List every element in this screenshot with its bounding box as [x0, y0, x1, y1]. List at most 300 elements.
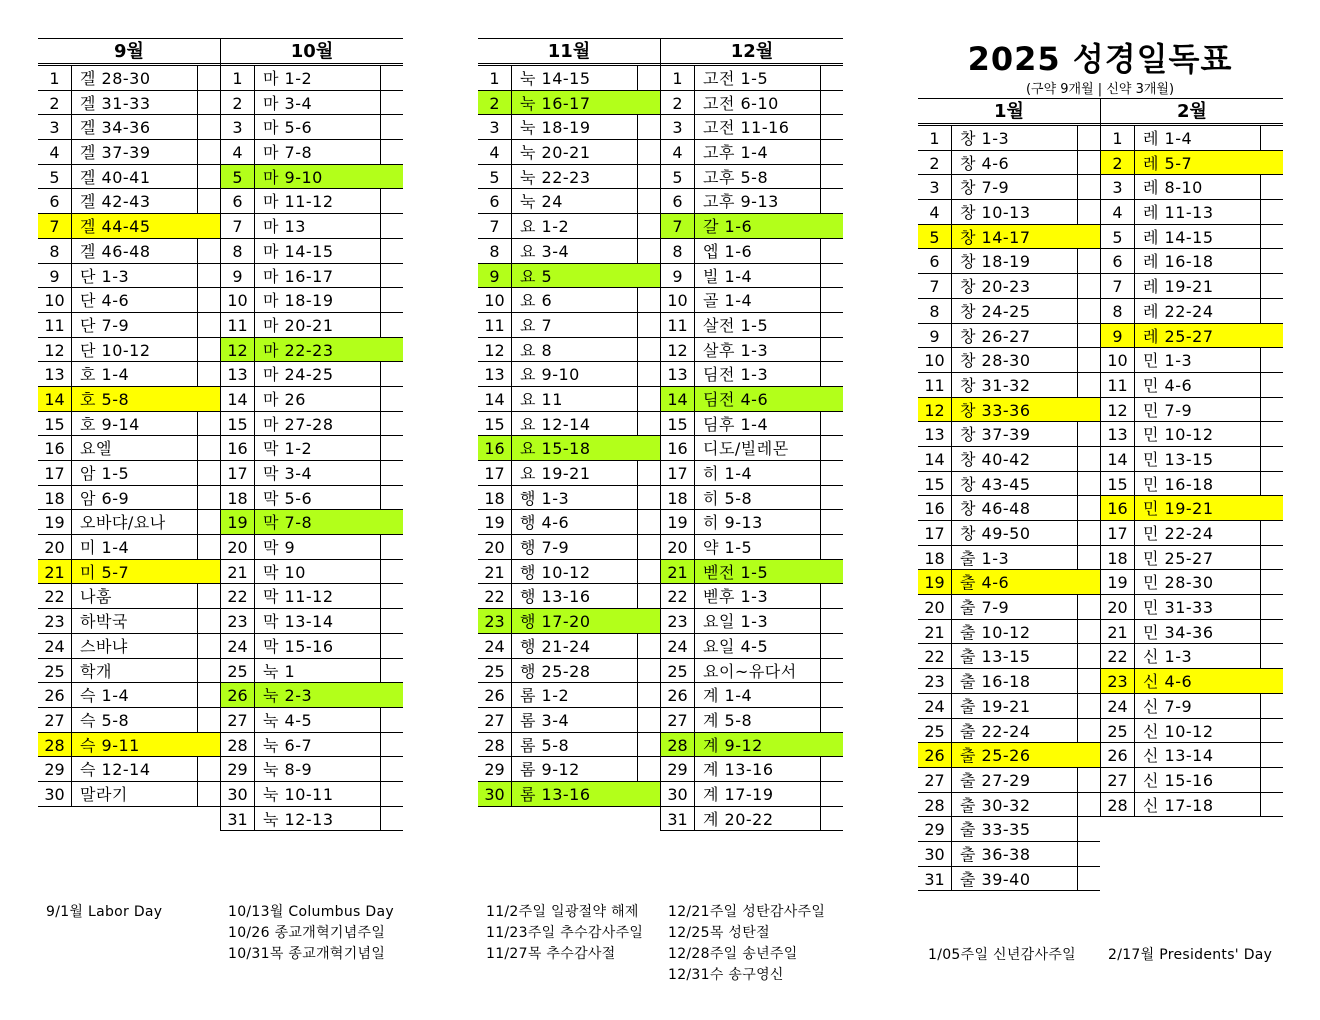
day-number: 11	[221, 313, 255, 337]
day-number: 11	[918, 373, 952, 397]
reading-text: 막 9	[263, 538, 296, 558]
check-column-divider	[197, 140, 198, 164]
reading-text: 요 1-2	[520, 217, 570, 237]
table-row	[221, 91, 403, 116]
day-number: 25	[38, 659, 72, 683]
check-column-divider	[1077, 373, 1078, 397]
day-number: 27	[478, 708, 512, 732]
reading-text: 요 8	[520, 340, 553, 360]
reading-text: 마 3-4	[263, 93, 313, 113]
table-row	[1101, 175, 1283, 200]
day-number: 10	[478, 288, 512, 312]
table-row	[1101, 373, 1283, 398]
day-number: 14	[918, 447, 952, 471]
table-row	[478, 288, 660, 313]
table-row	[918, 200, 1100, 225]
check-column-divider	[820, 683, 821, 707]
check-column-divider	[637, 461, 638, 485]
reading-text: 출 16-18	[960, 672, 1031, 692]
day-number: 9	[661, 264, 695, 288]
notes-dec	[668, 902, 825, 986]
check-column-divider	[820, 757, 821, 781]
check-column-divider	[197, 338, 198, 362]
table-row	[918, 299, 1100, 324]
page-title: 2025 성경일독표	[967, 40, 1233, 78]
day-number: 20	[918, 595, 952, 619]
reading-text: 슥 1-4	[80, 686, 130, 706]
day-number: 8	[1101, 299, 1135, 323]
day-number: 27	[38, 708, 72, 732]
day-number: 5	[38, 165, 72, 189]
table-row	[1101, 200, 1283, 225]
day-number: 1	[221, 66, 255, 90]
check-column-divider	[380, 412, 381, 436]
reading-text: 요 9-10	[520, 365, 580, 385]
reading-text: 신 1-3	[1143, 647, 1193, 667]
day-number: 22	[661, 584, 695, 608]
reading-text: 신 7-9	[1143, 696, 1193, 716]
reading-text: 요 19-21	[520, 464, 591, 483]
table-row	[661, 239, 843, 264]
reading-text: 신 15-16	[1143, 770, 1214, 790]
reading-text: 계 17-19	[703, 784, 774, 804]
table-row	[38, 609, 220, 634]
day-number: 21	[478, 560, 512, 584]
check-column-divider	[197, 486, 198, 510]
table-row	[478, 659, 660, 684]
table-row	[918, 151, 1100, 176]
table-row	[478, 486, 660, 511]
day-number: 13	[918, 422, 952, 446]
reading-text: 요 7	[520, 315, 553, 335]
reading-text: 눅 1	[263, 661, 296, 681]
reading-text: 창 1-3	[960, 129, 1010, 148]
month-header: 1월	[918, 98, 1100, 126]
check-column-divider	[820, 807, 821, 831]
day-number: 10	[221, 288, 255, 312]
reading-text: 민 13-15	[1143, 449, 1214, 469]
table-row	[221, 733, 403, 758]
table-row	[221, 535, 403, 560]
check-column-divider	[637, 239, 638, 263]
reading-text: 말라기	[80, 784, 128, 804]
table-row	[661, 535, 843, 560]
table-row	[221, 264, 403, 289]
table-row	[221, 436, 403, 461]
reading-text: 딤전 1-3	[703, 365, 769, 385]
check-column-divider	[197, 535, 198, 559]
table-row	[661, 659, 843, 684]
reading-text: 출 25-26	[960, 746, 1031, 766]
reading-text: 롬 13-16	[520, 784, 591, 804]
day-number: 23	[38, 609, 72, 633]
table-row	[221, 288, 403, 313]
reading-text: 하박국	[80, 612, 128, 632]
day-number: 29	[221, 757, 255, 781]
check-column-divider	[1077, 694, 1078, 718]
notes-oct	[228, 902, 394, 965]
table-row	[478, 387, 660, 412]
day-number: 26	[478, 683, 512, 707]
table-row	[918, 175, 1100, 200]
day-number: 18	[478, 486, 512, 510]
reading-text: 창 4-6	[960, 153, 1010, 173]
check-column-divider	[820, 412, 821, 436]
day-number: 4	[1101, 200, 1135, 224]
day-number: 20	[478, 535, 512, 559]
table-row	[478, 412, 660, 437]
table-row	[918, 546, 1100, 571]
day-number: 22	[221, 584, 255, 608]
day-number: 20	[661, 535, 695, 559]
day-number: 30	[918, 842, 952, 866]
day-number: 26	[221, 683, 255, 707]
table-row	[38, 757, 220, 782]
month-header: 2월	[1101, 98, 1283, 126]
check-column-divider	[1077, 620, 1078, 644]
day-number: 19	[478, 510, 512, 534]
day-number: 22	[478, 584, 512, 608]
reading-text: 신 13-14	[1143, 746, 1214, 766]
reading-text: 요 15-18	[520, 439, 591, 459]
table-row	[38, 560, 220, 585]
day-number: 28	[661, 733, 695, 757]
table-row	[221, 634, 403, 659]
check-column-divider	[637, 708, 638, 732]
reading-text: 민 10-12	[1143, 425, 1214, 445]
check-column-divider	[820, 535, 821, 559]
day-number: 19	[38, 510, 72, 534]
month-header: 11월	[478, 38, 660, 66]
table-row	[478, 757, 660, 782]
day-number: 28	[38, 733, 72, 757]
note-line: 10/13월 Columbus Day	[228, 904, 394, 920]
table-row	[1101, 496, 1283, 521]
reading-text: 막 7-8	[263, 513, 313, 533]
table-row	[661, 584, 843, 609]
day-number: 24	[918, 694, 952, 718]
check-column-divider	[380, 659, 381, 683]
check-column-divider	[1077, 324, 1078, 348]
check-column-divider	[380, 115, 381, 139]
check-column-divider	[637, 66, 638, 90]
day-number: 16	[478, 436, 512, 460]
table-row	[38, 733, 220, 758]
table-row	[221, 140, 403, 165]
table-row	[1101, 348, 1283, 373]
table-row	[478, 708, 660, 733]
reading-text: 마 27-28	[263, 414, 334, 434]
check-column-divider	[380, 214, 381, 238]
check-column-divider	[380, 436, 381, 460]
check-column-divider	[380, 66, 381, 90]
day-number: 11	[661, 313, 695, 337]
day-number: 31	[661, 807, 695, 831]
check-column-divider	[637, 115, 638, 139]
table-row	[38, 387, 220, 412]
reading-text: 요 11	[520, 389, 563, 409]
check-column-divider	[197, 708, 198, 732]
reading-text: 막 5-6	[263, 488, 313, 508]
table-row	[478, 733, 660, 758]
reading-text: 행 7-9	[520, 538, 570, 558]
table-row	[918, 768, 1100, 793]
reading-text: 민 19-21	[1143, 499, 1214, 519]
reading-text: 요 5	[520, 266, 553, 286]
reading-text: 고후 5-8	[703, 167, 769, 187]
table-row	[661, 313, 843, 338]
table-row	[221, 66, 403, 91]
day-number: 8	[221, 239, 255, 263]
reading-text: 출 13-15	[960, 647, 1031, 667]
check-column-divider	[1260, 719, 1261, 743]
day-number: 6	[478, 189, 512, 213]
table-row	[221, 115, 403, 140]
day-number: 8	[478, 239, 512, 263]
table-row	[478, 264, 660, 289]
day-number: 14	[38, 387, 72, 411]
table-row	[38, 313, 220, 338]
day-number: 26	[1101, 743, 1135, 767]
day-number: 23	[918, 669, 952, 693]
day-number: 14	[661, 387, 695, 411]
table-row	[38, 214, 220, 239]
day-number: 19	[918, 570, 952, 594]
day-number: 23	[221, 609, 255, 633]
check-column-divider	[1260, 126, 1261, 150]
table-row	[221, 313, 403, 338]
day-number: 10	[38, 288, 72, 312]
check-column-divider	[197, 634, 198, 658]
check-column-divider	[820, 338, 821, 362]
day-number: 16	[221, 436, 255, 460]
reading-text: 마 7-8	[263, 143, 313, 163]
reading-text: 히 5-8	[703, 488, 753, 508]
day-number: 25	[661, 659, 695, 683]
reading-text: 마 16-17	[263, 266, 334, 286]
day-number: 30	[221, 782, 255, 806]
day-number: 8	[918, 299, 952, 323]
reading-text: 계 20-22	[703, 809, 774, 829]
day-number: 26	[661, 683, 695, 707]
reading-text: 계 1-4	[703, 686, 753, 706]
reading-text: 마 1-2	[263, 69, 313, 88]
day-number: 29	[918, 817, 952, 841]
reading-text: 레 22-24	[1143, 301, 1214, 321]
table-row	[1101, 274, 1283, 299]
check-column-divider	[637, 486, 638, 510]
table-row	[661, 189, 843, 214]
check-column-divider	[820, 91, 821, 115]
check-column-divider	[380, 560, 381, 584]
reading-text: 행 17-20	[520, 612, 591, 632]
check-column-divider	[380, 807, 381, 831]
table-row	[221, 807, 403, 832]
day-number: 12	[478, 338, 512, 362]
table-row	[38, 239, 220, 264]
table-row	[221, 239, 403, 264]
table-row	[38, 362, 220, 387]
table-row	[661, 708, 843, 733]
table-row	[1101, 743, 1283, 768]
note-line: 11/2주일 일광절약 해제	[486, 904, 639, 920]
day-number: 18	[221, 486, 255, 510]
day-number: 19	[661, 510, 695, 534]
table-row	[918, 274, 1100, 299]
table-row	[478, 584, 660, 609]
table-row	[478, 140, 660, 165]
table-row	[1101, 249, 1283, 274]
day-number: 10	[661, 288, 695, 312]
reading-text: 슥 9-11	[80, 735, 140, 755]
reading-text: 딤후 1-4	[703, 414, 769, 434]
table-row	[221, 659, 403, 684]
reading-text: 민 1-3	[1143, 351, 1193, 371]
table-row	[478, 510, 660, 535]
check-column-divider	[197, 313, 198, 337]
reading-text: 출 27-29	[960, 770, 1031, 790]
day-number: 6	[661, 189, 695, 213]
table-row	[38, 683, 220, 708]
reading-text: 눅 14-15	[520, 69, 591, 88]
reading-text: 막 1-2	[263, 439, 313, 459]
table-row	[38, 584, 220, 609]
day-number: 30	[38, 782, 72, 806]
check-column-divider	[820, 362, 821, 386]
check-column-divider	[1077, 768, 1078, 792]
table-row	[661, 214, 843, 239]
table-row	[221, 412, 403, 437]
reading-text: 신 4-6	[1143, 672, 1193, 692]
day-number: 17	[221, 461, 255, 485]
check-column-divider	[380, 387, 381, 411]
reading-text: 레 8-10	[1143, 178, 1203, 198]
day-number: 9	[38, 264, 72, 288]
reading-text: 오바댜/요나	[80, 513, 166, 533]
table-row	[918, 447, 1100, 472]
check-column-divider	[637, 683, 638, 707]
reading-text: 눅 20-21	[520, 143, 591, 163]
reading-text: 단 10-12	[80, 340, 151, 360]
reading-text: 마 26	[263, 389, 306, 409]
table-row	[38, 189, 220, 214]
day-number: 13	[221, 362, 255, 386]
check-column-divider	[637, 387, 638, 411]
reading-text: 행 21-24	[520, 636, 591, 656]
reading-text: 창 43-45	[960, 474, 1031, 494]
day-number: 14	[221, 387, 255, 411]
day-number: 29	[478, 757, 512, 781]
table-row	[661, 288, 843, 313]
day-number: 19	[1101, 570, 1135, 594]
day-number: 20	[1101, 595, 1135, 619]
check-column-divider	[1260, 793, 1261, 817]
reading-text: 민 31-33	[1143, 598, 1214, 618]
check-column-divider	[820, 609, 821, 633]
day-number: 21	[918, 620, 952, 644]
reading-text: 행 25-28	[520, 661, 591, 681]
note-line: 12/25목 성탄절	[668, 925, 770, 941]
check-column-divider	[1077, 200, 1078, 224]
reading-text: 마 13	[263, 217, 306, 237]
check-column-divider	[820, 486, 821, 510]
check-column-divider	[197, 189, 198, 213]
day-number: 6	[918, 249, 952, 273]
check-column-divider	[1077, 521, 1078, 545]
check-column-divider	[197, 91, 198, 115]
reading-text: 레 19-21	[1143, 277, 1214, 297]
reading-text: 겔 44-45	[80, 217, 151, 237]
day-number: 7	[38, 214, 72, 238]
table-row	[918, 842, 1100, 867]
check-column-divider	[380, 313, 381, 337]
table-row	[918, 225, 1100, 250]
reading-text: 단 4-6	[80, 291, 130, 311]
reading-text: 창 26-27	[960, 326, 1031, 346]
reading-text: 창 49-50	[960, 524, 1031, 543]
reading-text: 출 10-12	[960, 622, 1031, 642]
check-column-divider	[1260, 225, 1261, 249]
day-number: 6	[1101, 249, 1135, 273]
reading-text: 마 9-10	[263, 167, 323, 187]
note-line: 10/31목 종교개혁기념일	[228, 946, 386, 962]
note-line: 11/27목 추수감사절	[486, 946, 616, 962]
day-number: 21	[1101, 620, 1135, 644]
day-number: 31	[221, 807, 255, 831]
day-number: 3	[478, 115, 512, 139]
table-row	[661, 733, 843, 758]
check-column-divider	[1077, 274, 1078, 298]
reading-text: 눅 18-19	[520, 118, 591, 138]
table-row	[918, 644, 1100, 669]
check-column-divider	[197, 757, 198, 781]
table-row	[1101, 644, 1283, 669]
reading-text: 살전 1-5	[703, 315, 769, 335]
day-number: 25	[918, 719, 952, 743]
reading-text: 암 6-9	[80, 488, 130, 508]
day-number: 3	[1101, 175, 1135, 199]
table-row	[221, 387, 403, 412]
check-column-divider	[637, 338, 638, 362]
day-number: 7	[221, 214, 255, 238]
check-column-divider	[1077, 719, 1078, 743]
day-number: 22	[38, 584, 72, 608]
check-column-divider	[380, 486, 381, 510]
day-number: 27	[918, 768, 952, 792]
day-number: 27	[1101, 768, 1135, 792]
check-column-divider	[1077, 842, 1078, 866]
reading-text: 계 13-16	[703, 760, 774, 780]
reading-text: 눅 6-7	[263, 735, 313, 755]
day-number: 15	[221, 412, 255, 436]
day-number: 28	[918, 793, 952, 817]
table-row	[918, 694, 1100, 719]
table-row	[478, 461, 660, 486]
reading-text: 민 16-18	[1143, 474, 1214, 494]
table-row	[478, 683, 660, 708]
reading-text: 고전 1-5	[703, 69, 769, 88]
table-row	[38, 436, 220, 461]
check-column-divider	[380, 189, 381, 213]
table-row	[918, 521, 1100, 546]
check-column-divider	[1077, 496, 1078, 520]
day-number: 2	[1101, 151, 1135, 175]
reading-text: 요엘	[80, 439, 112, 459]
reading-text: 미 1-4	[80, 538, 130, 558]
reading-text: 히 9-13	[703, 513, 763, 533]
month-table-dec	[660, 38, 843, 831]
check-column-divider	[1260, 249, 1261, 273]
